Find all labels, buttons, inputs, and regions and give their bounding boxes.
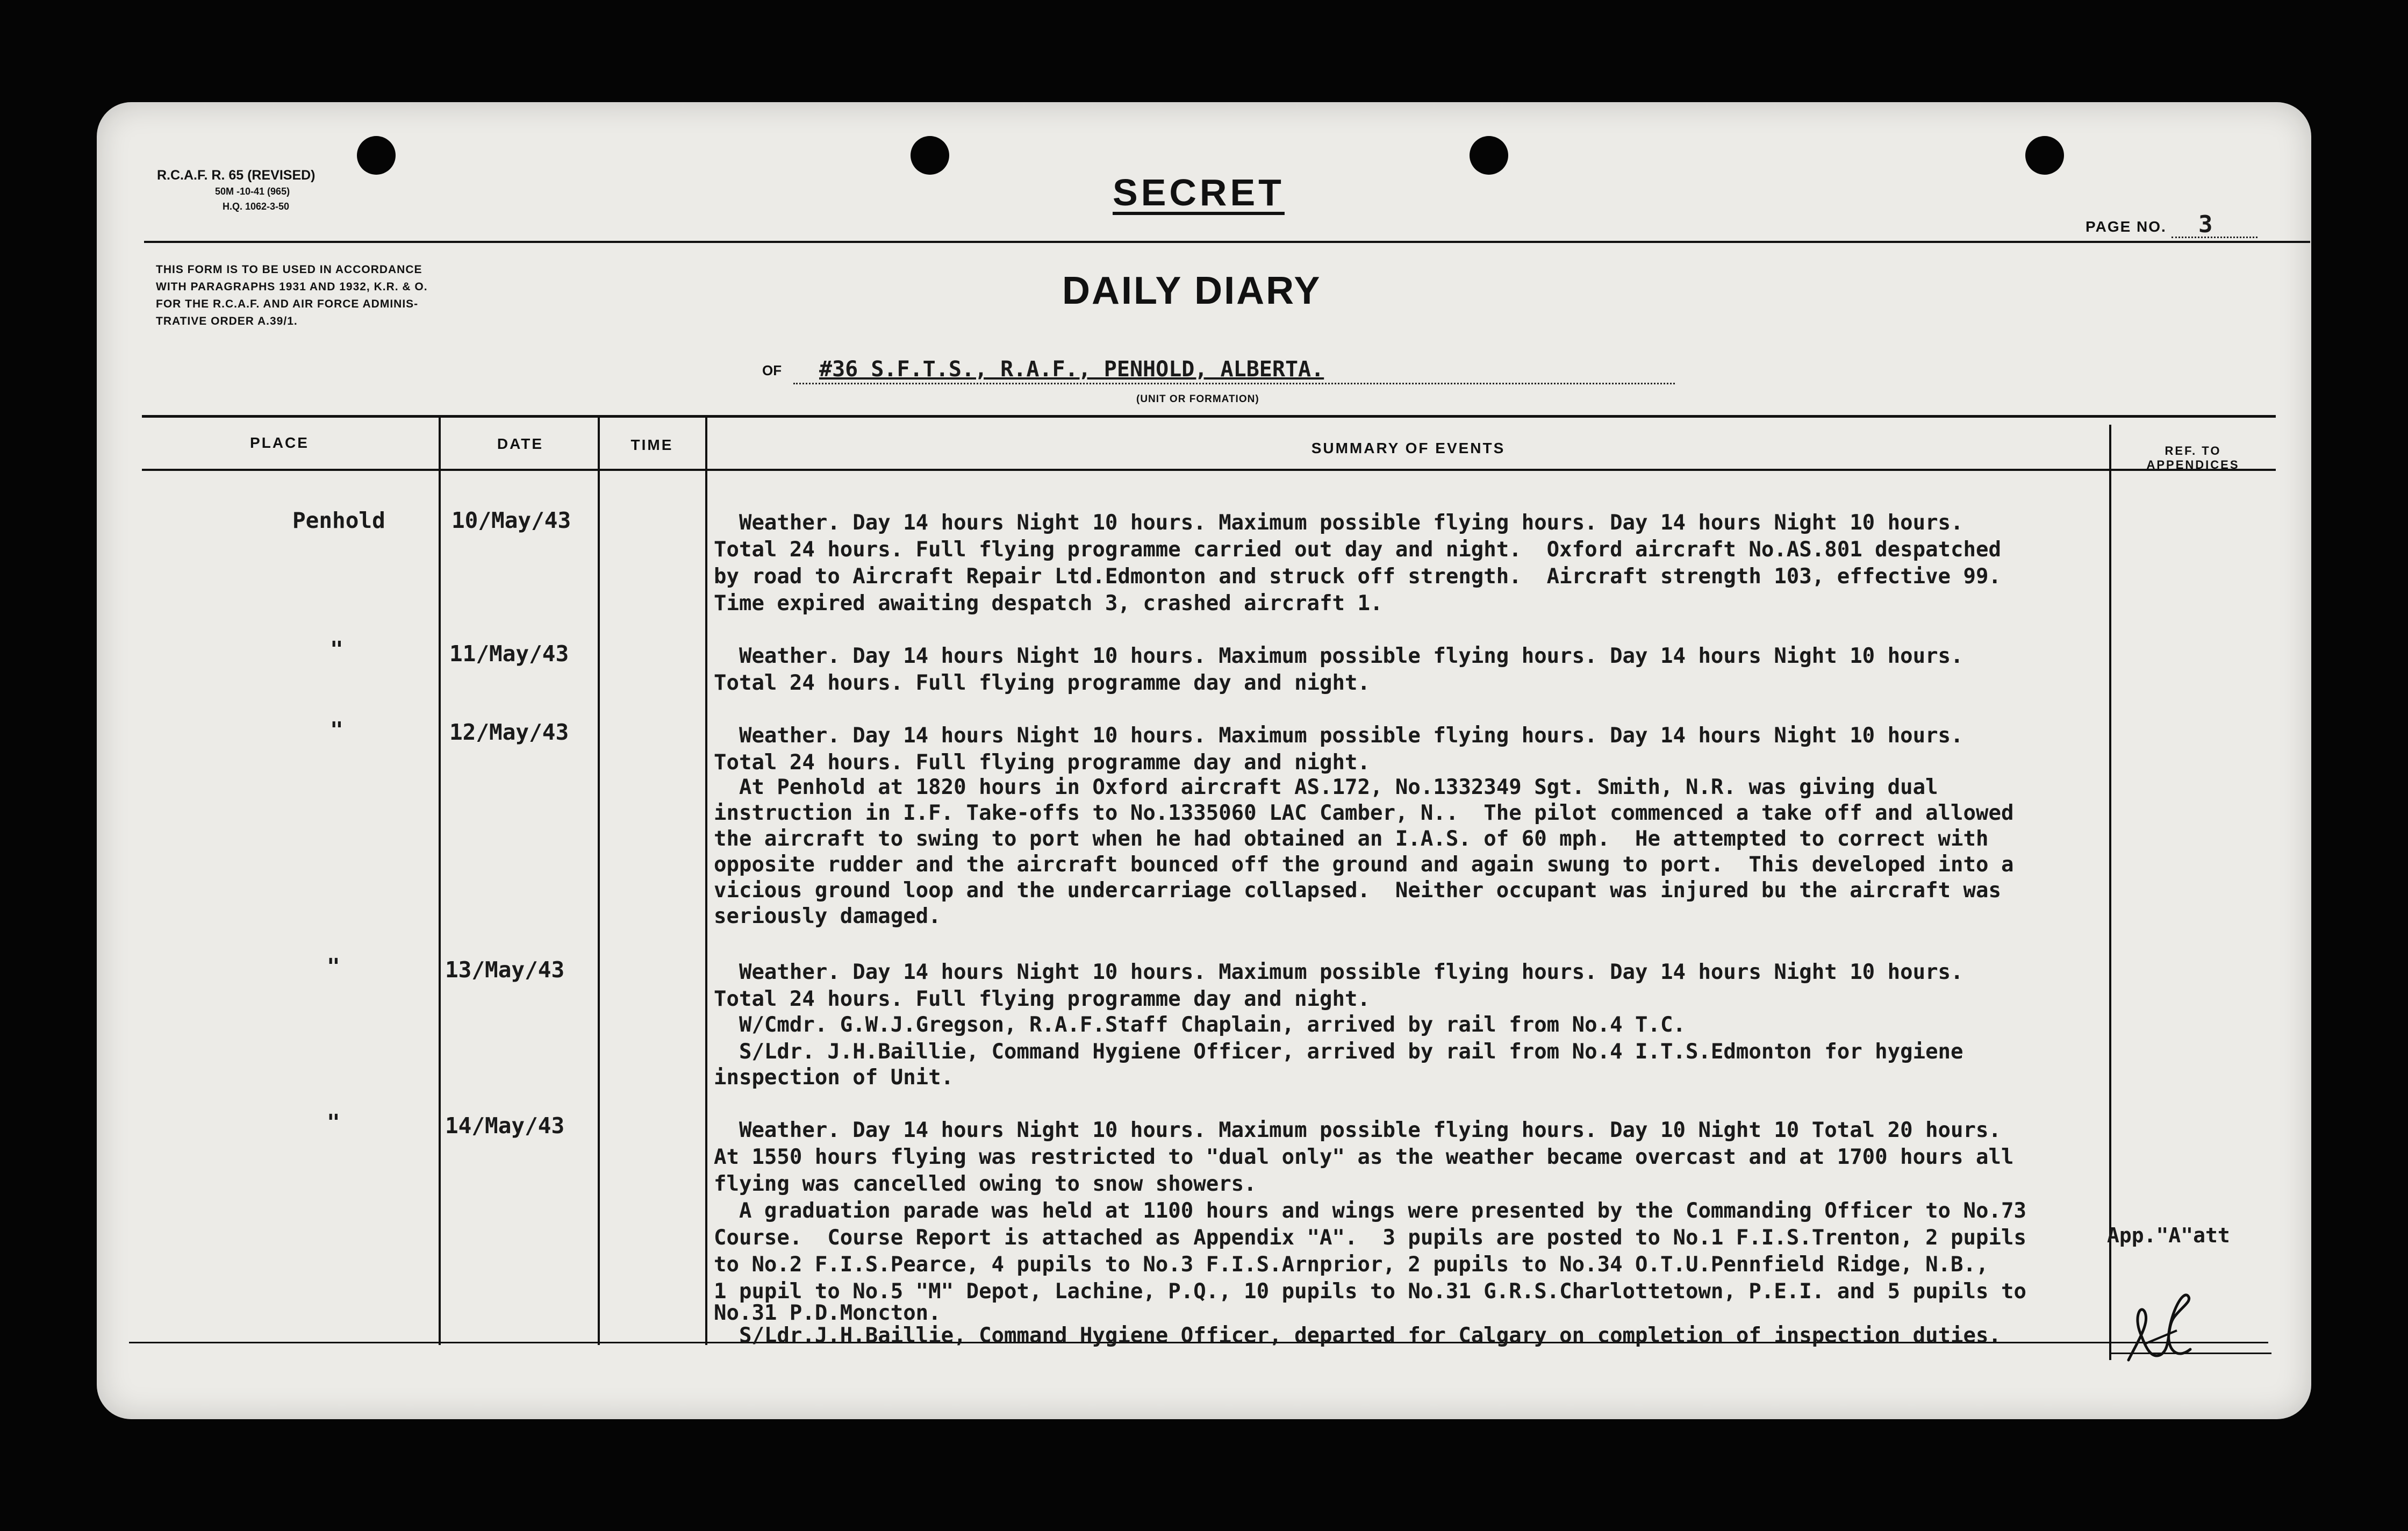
entry-summary-line: Weather. Day 14 hours Night 10 hours. Maximum possible flying hours. Day 14 hours Night 10 hours. bbox=[714, 960, 1963, 984]
entry-summary-line: Total 24 hours. Full flying programme day and night. bbox=[714, 750, 1370, 775]
entry-summary-line: At 1550 hours flying was restricted to "dual only" as the weather became overcast and at 1700 hours all bbox=[714, 1145, 2014, 1169]
entry-place: " bbox=[330, 636, 343, 662]
col-header-place: PLACE bbox=[250, 434, 309, 451]
entry-date: 14/May/43 bbox=[445, 1113, 565, 1139]
col-header-ref-1: REF. TO bbox=[2165, 444, 2221, 457]
entry-place: Penhold bbox=[292, 507, 385, 533]
usage-note-line-3: FOR THE R.C.A.F. AND AIR FORCE ADMINIS- bbox=[156, 298, 419, 310]
col-header-time: TIME bbox=[630, 437, 673, 453]
entry-summary-line: the aircraft to swing to port when he had obtained an I.A.S. of 60 mph. He attempted to correct with bbox=[714, 827, 1989, 851]
header-rule bbox=[144, 241, 2310, 243]
unit-caption: (UNIT OR FORMATION) bbox=[1136, 394, 1259, 405]
entry-summary-line: Weather. Day 14 hours Night 10 hours. Maximum possible flying hours. Day 10 Night 10 Total 20 hours. bbox=[714, 1118, 2001, 1142]
entry-summary-line: Weather. Day 14 hours Night 10 hours. Maximum possible flying hours. Day 14 hours Night 10 hours. bbox=[714, 644, 1963, 668]
col-divider-time-summary bbox=[705, 415, 707, 1345]
punch-hole-2 bbox=[911, 136, 949, 175]
col-header-ref-2: APPENDICES bbox=[2146, 458, 2240, 471]
page-number: 3 bbox=[2198, 211, 2213, 238]
entry-summary-line: vicious ground loop and the undercarriage collapsed. Neither occupant was injured bu the aircraft was bbox=[714, 878, 2001, 903]
entry-summary-line: S/Ldr. J.H.Baillie, Command Hygiene Officer, arrived by rail from No.4 I.T.S.Edmonton for hygiene bbox=[714, 1040, 1963, 1064]
entry-summary-line: Weather. Day 14 hours Night 10 hours. Maximum possible flying hours. Day 14 hours Night 10 hours. bbox=[714, 724, 1963, 748]
page-label: PAGE NO. bbox=[2086, 218, 2167, 235]
entry-summary-line: Course. Course Report is attached as Appendix "A". 3 pupils are posted to No.1 F.I.S.Trenton, 2 pupils bbox=[714, 1226, 2026, 1250]
unit-underline bbox=[793, 383, 1675, 384]
punch-hole-1 bbox=[357, 136, 396, 175]
entry-summary-line: by road to Aircraft Repair Ltd.Edmonton and struck off strength. Aircraft strength 103, effective 99. bbox=[714, 564, 2001, 589]
handwritten-initials-mark bbox=[2112, 1279, 2204, 1371]
entry-summary-line: Weather. Day 14 hours Night 10 hours. Maximum possible flying hours. Day 14 hours Night 10 hours. bbox=[714, 511, 1963, 535]
col-divider-place-date bbox=[439, 415, 441, 1345]
entry-place: " bbox=[327, 1110, 340, 1135]
entry-date: 13/May/43 bbox=[445, 957, 565, 983]
entry-summary-line: flying was cancelled owing to snow showers. bbox=[714, 1172, 1257, 1196]
entry-summary-line: 1 pupil to No.5 "M" Depot, Lachine, P.Q., 10 pupils to No.31 G.R.S.Charlottetown, P.E.I. and 5 pupils to bbox=[714, 1279, 2026, 1304]
entry-summary-line: S/Ldr.J.H.Baillie, Command Hygiene Officer, departed for Calgary on completion of inspection duties. bbox=[714, 1323, 2001, 1348]
table-top-rule bbox=[142, 415, 2276, 418]
entry-summary-line: Total 24 hours. Full flying programme carried out day and night. Oxford aircraft No.AS.801 despatched bbox=[714, 538, 2001, 562]
entry-summary-line: seriously damaged. bbox=[714, 904, 941, 928]
entry-date: 12/May/43 bbox=[449, 719, 569, 745]
entry-date: 10/May/43 bbox=[452, 507, 571, 533]
entry-summary-line: instruction in I.F. Take-offs to No.1335060 LAC Camber, N.. The pilot commenced a take off and allowed bbox=[714, 801, 2014, 825]
entry-place: " bbox=[330, 717, 343, 743]
entry-summary-line: Total 24 hours. Full flying programme day and night. bbox=[714, 671, 1370, 695]
print-code: 50M -10-41 (965) bbox=[215, 186, 290, 197]
unit-prefix: OF bbox=[762, 362, 782, 378]
entry-place: " bbox=[327, 954, 340, 979]
entry-summary-line: to No.2 F.I.S.Pearce, 4 pupils to No.3 F.I.S.Arnprior, 2 pupils to No.34 O.T.U.Pennfield Ridge, N.B., bbox=[714, 1253, 1989, 1277]
table-header-rule bbox=[142, 469, 2276, 471]
entry-summary-line: inspection of Unit. bbox=[714, 1065, 954, 1090]
usage-note-line-4: TRATIVE ORDER A.39/1. bbox=[156, 315, 298, 327]
entry-summary-line: A graduation parade was held at 1100 hours and wings were presented by the Commanding Officer to No.73 bbox=[714, 1199, 2026, 1223]
entry-summary-line: W/Cmdr. G.W.J.Gregson, R.A.F.Staff Chaplain, arrived by rail from No.4 T.C. bbox=[714, 1013, 1686, 1037]
col-header-summary: SUMMARY OF EVENTS bbox=[1311, 440, 1506, 456]
form-number: R.C.A.F. R. 65 (REVISED) bbox=[157, 168, 316, 183]
usage-note-line-2: WITH PARAGRAPHS 1931 AND 1932, K.R. & O. bbox=[156, 281, 428, 293]
hq-code: H.Q. 1062-3-50 bbox=[223, 201, 290, 212]
col-divider-date-time bbox=[598, 415, 600, 1345]
punch-hole-3 bbox=[1470, 136, 1508, 175]
entry-summary-line: Time expired awaiting despatch 3, crashed aircraft 1. bbox=[714, 591, 1383, 616]
punch-hole-4 bbox=[2025, 136, 2064, 175]
usage-note-line-1: THIS FORM IS TO BE USED IN ACCORDANCE bbox=[156, 263, 422, 276]
appendix-reference: App."A"att bbox=[2107, 1224, 2230, 1247]
entry-summary-line: opposite rudder and the aircraft bounced off the ground and again swung to port. This developed into a bbox=[714, 853, 2014, 877]
entry-summary-line: No.31 P.D.Moncton. bbox=[714, 1301, 941, 1325]
unit-name: #36 S.F.T.S., R.A.F., PENHOLD, ALBERTA. bbox=[819, 357, 1324, 382]
entry-summary-line: Total 24 hours. Full flying programme day and night. bbox=[714, 987, 1370, 1011]
col-header-date: DATE bbox=[497, 435, 544, 452]
page-number-line bbox=[2172, 237, 2258, 238]
classification-stamp: SECRET bbox=[1113, 171, 1285, 213]
col-divider-summary-ref bbox=[2109, 425, 2111, 1360]
entry-date: 11/May/43 bbox=[449, 641, 569, 667]
form-title: DAILY DIARY bbox=[1062, 269, 1322, 312]
entry-summary-line: At Penhold at 1820 hours in Oxford aircraft AS.172, No.1332349 Sgt. Smith, N.R. was giving dual bbox=[714, 775, 1938, 799]
